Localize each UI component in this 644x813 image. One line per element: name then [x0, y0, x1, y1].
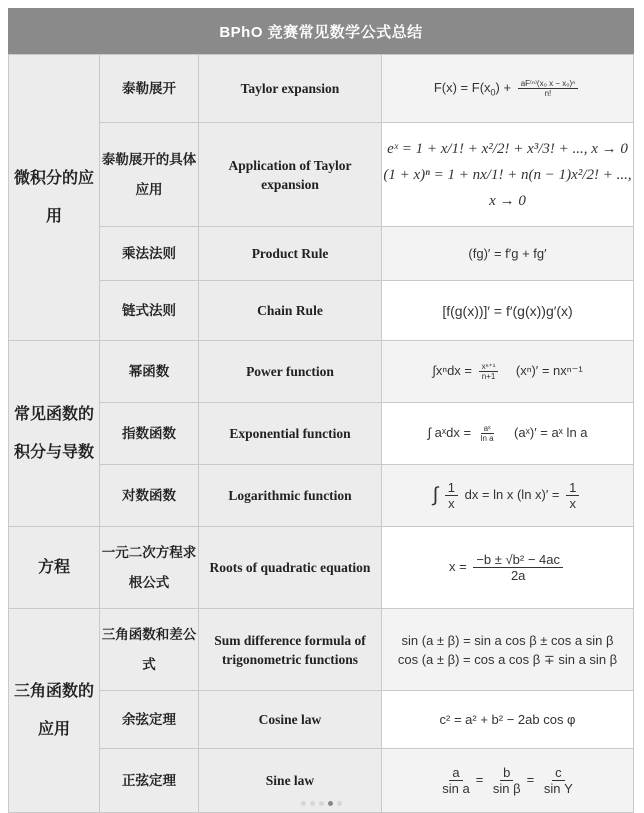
numerator: 1 — [566, 480, 579, 496]
formula-text: dx = ln x (ln x)′ = — [464, 486, 560, 502]
page-title: BPhO 竞赛常见数学公式总结 — [8, 8, 634, 54]
table-row — [9, 55, 634, 123]
formula-cell — [382, 465, 634, 527]
formula-text: ) + — [495, 79, 512, 95]
table-row — [9, 527, 634, 609]
numerator: −b ± √b² − 4ac — [473, 552, 563, 568]
formula-cell — [382, 403, 634, 465]
table-row — [9, 123, 634, 227]
formula-table — [8, 54, 634, 813]
fraction — [490, 765, 524, 796]
formula-text: (aˣ)′ = aˣ ln a — [514, 424, 588, 440]
row-cn-label: 余弦定理 — [100, 691, 199, 749]
row-en-label: Chain Rule — [199, 281, 382, 341]
sine-law-formula: $\frac{a}{\text{sin a}}$ = $\frac{b}{\text{sin β}}$ = $\frac{c}{\text{sin Υ}}$ — [436, 765, 579, 796]
pager-dot[interactable] — [301, 801, 306, 806]
formula-text: ∫xⁿdx = — [432, 362, 473, 378]
formula-text: (xⁿ)′ = nxⁿ⁻¹ — [515, 362, 583, 378]
numerator: a — [449, 765, 462, 781]
power-formula — [432, 362, 582, 381]
row-en-label: Exponential function — [199, 403, 382, 465]
table-row — [9, 691, 634, 749]
row-cn-label: 三角函数和差公式 — [100, 609, 199, 691]
category-calculus: 微积分的应用 — [9, 55, 100, 341]
row-cn-label: 泰勒展开 — [100, 55, 199, 123]
numerator: aˣ — [481, 424, 494, 434]
category-trig: 三角函数的应用 — [9, 609, 100, 813]
numerator: 1 — [445, 480, 458, 496]
denominator: sin a — [442, 781, 470, 796]
row-en-label: Sum difference formula of trigonometric functions — [199, 609, 382, 691]
quadratic-formula — [449, 552, 566, 583]
fraction — [479, 362, 499, 381]
denominator: sin Υ — [543, 781, 573, 796]
row-en-label: Application of Taylor expansion — [199, 123, 382, 227]
formula-text: (1 + x)ⁿ = 1 + nx/1! + n(n − 1)x²/2! + ..., x → 0 — [383, 166, 632, 209]
exponential-formula — [427, 424, 587, 443]
row-en-label: Logarithmic function — [199, 465, 382, 527]
category-equation: 方程 — [9, 527, 100, 609]
formula-cell — [382, 691, 634, 749]
fraction — [541, 765, 576, 796]
row-cn-label: 指数函数 — [100, 403, 199, 465]
numerator: aF⁽ⁿ⁾(x₀ x − x₀)ⁿ — [518, 79, 578, 89]
row-cn-label: 乘法法则 — [100, 227, 199, 281]
denominator: sin β — [492, 781, 521, 796]
table-row — [9, 341, 634, 403]
denominator: x — [569, 496, 576, 511]
denominator: 2a — [510, 568, 526, 583]
log-formula — [433, 480, 583, 511]
fraction — [445, 480, 458, 511]
row-en-label: Cosine law — [199, 691, 382, 749]
denominator: n+1 — [481, 372, 496, 381]
formula-text: F(x) = F(x — [433, 79, 491, 95]
row-cn-label: 幂函数 — [100, 341, 199, 403]
fraction — [566, 480, 579, 511]
formula-cell — [382, 527, 634, 609]
row-cn-label: 泰勒展开的具体应用 — [100, 123, 199, 227]
integral-sign: ∫ — [432, 484, 439, 506]
numerator: b — [500, 765, 513, 781]
formula-text: ∫ aˣdx = — [427, 424, 472, 440]
row-en-label: Power function — [199, 341, 382, 403]
table-row — [9, 465, 634, 527]
formula-sheet — [8, 8, 634, 804]
numerator: xⁿ⁺¹ — [479, 362, 499, 372]
denominator: x — [448, 496, 455, 511]
formula-cell — [382, 55, 634, 123]
fraction — [518, 79, 578, 98]
category-integrals: 常见函数的积分与导数 — [9, 341, 100, 527]
fraction — [473, 552, 563, 583]
denominator: n! — [544, 89, 552, 98]
table-row — [9, 403, 634, 465]
row-cn-label: 正弦定理 — [100, 749, 199, 813]
table-row — [9, 609, 634, 691]
row-cn-label: 对数函数 — [100, 465, 199, 527]
numerator: c — [552, 765, 565, 781]
pager-dot[interactable] — [310, 801, 315, 806]
formula-cell — [382, 341, 634, 403]
formula-text: cos (a ± β) = cos a cos β ∓ sin a sin β — [397, 651, 618, 667]
pager-dot[interactable] — [328, 801, 333, 806]
denominator: ln a — [480, 434, 494, 443]
formula-text: [f(g(x))]′ = f′(g(x))g′(x) — [442, 302, 573, 319]
table-row — [9, 281, 634, 341]
row-en-label: Taylor expansion — [199, 55, 382, 123]
row-en-label: Sine law — [199, 749, 382, 813]
formula-text: eˣ = 1 + x/1! + x²/2! + x³/3! + ..., x → 0 — [387, 140, 628, 157]
formula-text: x = — [449, 558, 467, 574]
pager-dot[interactable] — [319, 801, 324, 806]
formula-cell — [382, 123, 634, 227]
formula-cell — [382, 227, 634, 281]
formula-text: sin (a ± β) = sin a cos β ± cos a sin β — [401, 632, 614, 648]
row-cn-label: 一元二次方程求根公式 — [100, 527, 199, 609]
formula-text: 0 — [490, 87, 496, 98]
row-en-label: Product Rule — [199, 227, 382, 281]
row-en-label: Roots of quadratic equation — [199, 527, 382, 609]
taylor-formula — [434, 79, 581, 98]
formula-cell — [382, 281, 634, 341]
fraction — [478, 424, 497, 443]
formula-text: c² = a² + b² − 2ab cos φ — [439, 712, 576, 727]
pager-dot[interactable] — [337, 801, 342, 806]
fraction — [439, 765, 472, 796]
row-cn-label: 链式法则 — [100, 281, 199, 341]
table-row — [9, 227, 634, 281]
formula-text: (fg)′ = f′g + fg′ — [468, 246, 547, 261]
formula-cell — [382, 609, 634, 691]
carousel-pager — [8, 793, 634, 811]
